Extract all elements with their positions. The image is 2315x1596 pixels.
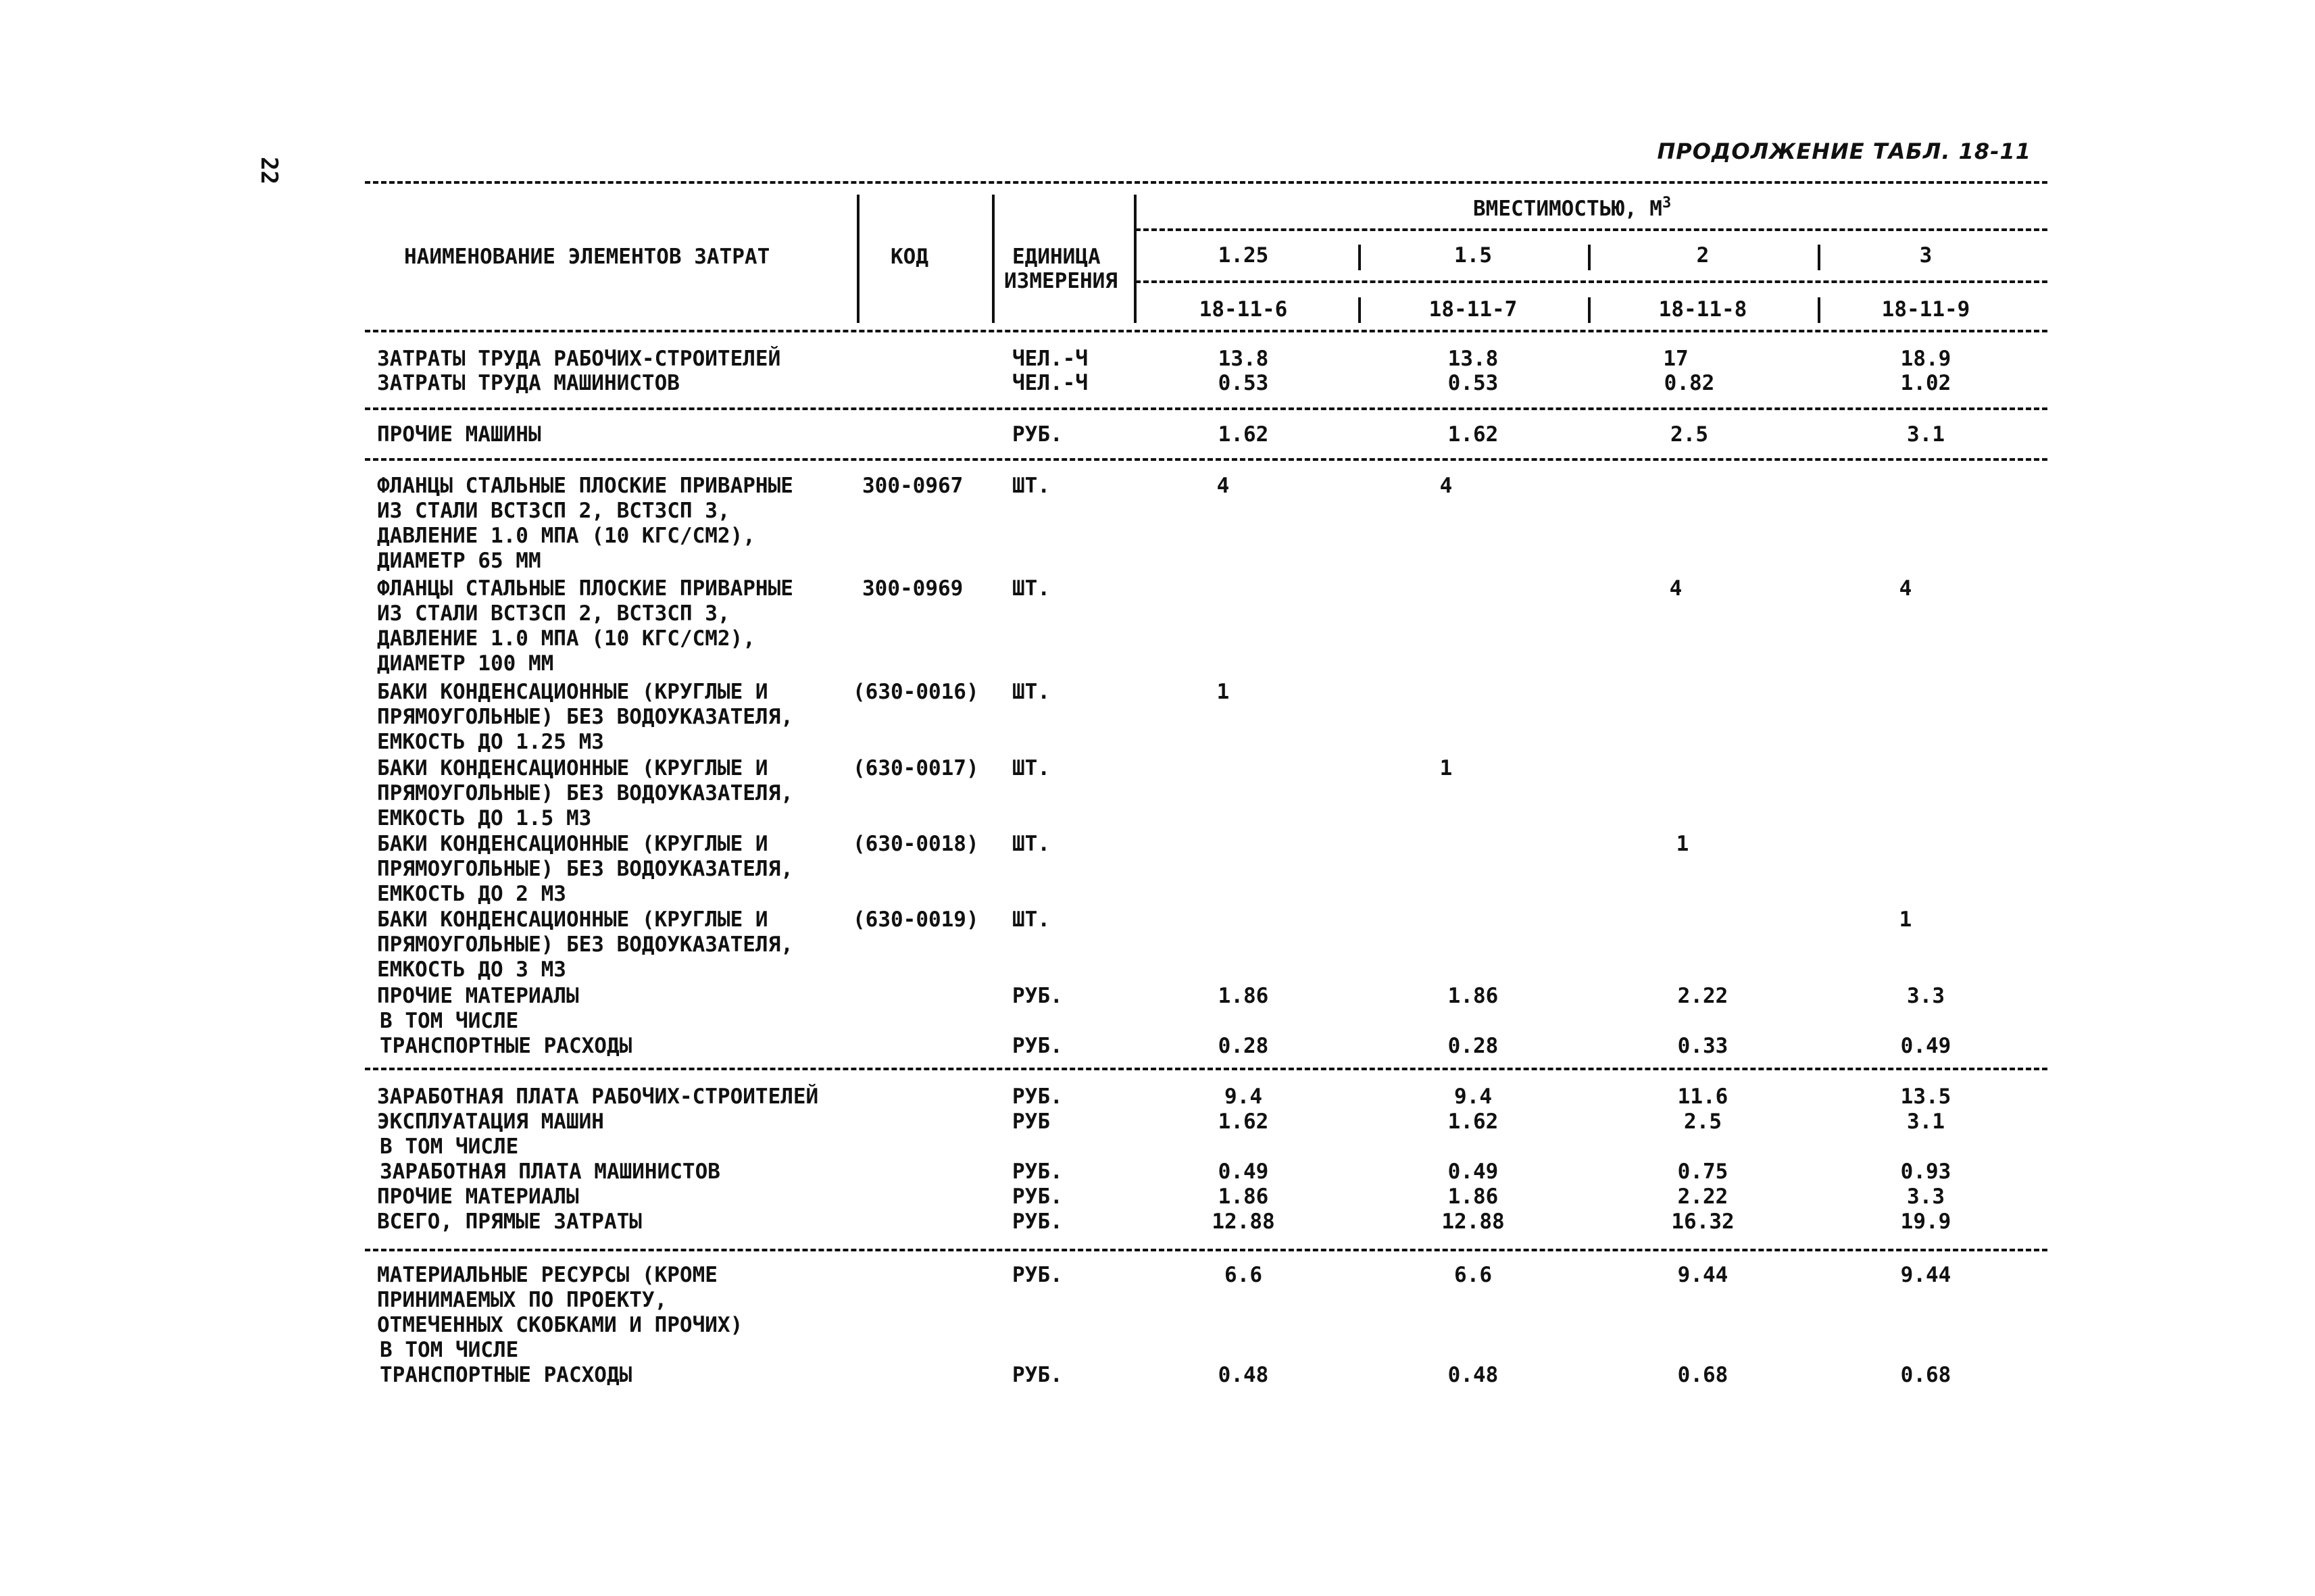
row-unit: ШТ.	[1012, 576, 1050, 601]
row-code: 300-0967	[862, 474, 964, 498]
row-unit: ШТ.	[1012, 680, 1050, 704]
header-capacity-4: 3	[1919, 243, 1933, 268]
row-value: 1	[1899, 907, 1912, 932]
row-value: 6.6	[1454, 1263, 1492, 1287]
row-value: 0.48	[1218, 1363, 1269, 1387]
row-value: 1	[1676, 832, 1689, 856]
row-value: 3.1	[1907, 1109, 1945, 1134]
capacity-sup: 3	[1662, 195, 1672, 211]
row-value: 0.75	[1677, 1159, 1728, 1184]
row-name: ПРОЧИЕ МАТЕРИАЛЫ	[377, 1184, 579, 1209]
row-name-line: МАТЕРИАЛЬНЫЕ РЕСУРСЫ (КРОМЕ	[377, 1263, 718, 1287]
row-name-line: ПРЯМОУГОЛЬНЫЕ) БЕЗ ВОДОУКАЗАТЕЛЯ,	[377, 781, 793, 805]
row-value: 1.86	[1447, 1184, 1499, 1209]
row-value: 1.02	[1900, 371, 1951, 395]
row-name-line: ДИАМЕТР 65 ММ	[377, 549, 541, 573]
row-value: 9.44	[1900, 1263, 1951, 1287]
header-divider	[1818, 297, 1820, 323]
row-name-line: ТРАНСПОРТНЫЕ РАСХОДЫ	[380, 1363, 632, 1387]
row-value: 1.62	[1218, 422, 1269, 447]
header-divider	[1358, 297, 1361, 323]
row-unit: ШТ.	[1012, 832, 1050, 856]
row-value: 1.86	[1447, 984, 1499, 1008]
row-unit: РУБ.	[1012, 1263, 1063, 1287]
row-name-line: ФЛАНЦЫ СТАЛЬНЫЕ ПЛОСКИЕ ПРИВАРНЫЕ	[377, 576, 793, 601]
row-value: 4	[1669, 576, 1683, 601]
rule-top	[365, 181, 2047, 184]
row-value: 9.44	[1677, 1263, 1728, 1287]
row-value: 4	[1899, 576, 1912, 601]
row-name: ЗАРАБОТНАЯ ПЛАТА МАШИНИСТОВ	[380, 1159, 720, 1184]
row-name: ЗАТРАТЫ ТРУДА МАШИНИСТОВ	[377, 371, 680, 395]
row-name-line: ЕМКОСТЬ ДО 1.5 М3	[377, 806, 592, 830]
row-name: В ТОМ ЧИСЛЕ	[380, 1134, 519, 1159]
row-value: 1	[1216, 680, 1230, 704]
row-code: 300-0969	[862, 576, 964, 601]
row-code: (630-0019)	[853, 907, 979, 932]
row-name-line: ПРИНИМАЕМЫХ ПО ПРОЕКТУ,	[377, 1288, 668, 1312]
row-name: ПРОЧИЕ МАТЕРИАЛЫ	[377, 984, 579, 1008]
rule-header-mid	[1135, 228, 2047, 231]
row-value: 0.68	[1900, 1363, 1951, 1387]
header-capacity-2: 1.5	[1454, 243, 1492, 268]
header-divider	[1358, 245, 1361, 270]
row-value: 1.86	[1218, 984, 1269, 1008]
row-name: ЭКСПЛУАТАЦИЯ МАШИН	[377, 1109, 604, 1134]
row-value: 12.88	[1441, 1210, 1505, 1234]
row-value: 1.62	[1447, 422, 1499, 447]
row-value: 9.4	[1224, 1084, 1262, 1109]
row-value: 13.5	[1900, 1084, 1951, 1109]
header-capacity	[1473, 195, 1671, 221]
row-name-line: ОТМЕЧЕННЫХ СКОБКАМИ И ПРОЧИХ)	[377, 1313, 743, 1337]
row-name-line: ФЛАНЦЫ СТАЛЬНЫЕ ПЛОСКИЕ ПРИВАРНЫЕ	[377, 474, 793, 498]
row-name: ЗАРАБОТНАЯ ПЛАТА РАБОЧИХ-СТРОИТЕЛЕЙ	[377, 1084, 819, 1109]
header-code-col-1: 18-11-6	[1199, 297, 1288, 322]
row-unit: РУБ.	[1012, 1210, 1063, 1234]
row-value: 0.33	[1677, 1034, 1728, 1058]
row-name-line: ЕМКОСТЬ ДО 2 М3	[377, 882, 566, 906]
row-value: 2.22	[1677, 1184, 1728, 1209]
row-value: 0.53	[1218, 371, 1269, 395]
row-unit: РУБ.	[1012, 1034, 1063, 1058]
row-value: 0.49	[1447, 1159, 1499, 1184]
row-unit: РУБ.	[1012, 1084, 1063, 1109]
row-code: (630-0018)	[853, 832, 979, 856]
row-name-line: ЕМКОСТЬ ДО 1.25 М3	[377, 730, 604, 754]
row-value: 2.5	[1684, 1109, 1722, 1134]
header-divider	[1134, 195, 1137, 323]
row-name-line: ДИАМЕТР 100 ММ	[377, 651, 554, 676]
row-value: 1	[1439, 756, 1453, 780]
row-name-line: ИЗ СТАЛИ ВСТЗСП 2, ВСТЗСП 3,	[377, 601, 730, 626]
header-code-col-3: 18-11-8	[1658, 297, 1747, 322]
header-code: КОД	[891, 245, 928, 269]
row-value: 16.32	[1671, 1210, 1735, 1234]
row-name: ВСЕГО, ПРЯМЫЕ ЗАТРАТЫ	[377, 1210, 642, 1234]
row-value: 0.49	[1900, 1034, 1951, 1058]
row-value: 0.48	[1447, 1363, 1499, 1387]
rule-section	[365, 1249, 2047, 1251]
row-value: 0.28	[1218, 1034, 1269, 1058]
row-value: 0.82	[1664, 371, 1715, 395]
row-name: ЗАТРАТЫ ТРУДА РАБОЧИХ-СТРОИТЕЛЕЙ	[377, 347, 781, 371]
header-capacity-3: 2	[1696, 243, 1710, 268]
header-unit-line1: ЕДИНИЦА	[1012, 245, 1101, 269]
row-name-line: ПРЯМОУГОЛЬНЫЕ) БЕЗ ВОДОУКАЗАТЕЛЯ,	[377, 705, 793, 729]
row-value: 1.86	[1218, 1184, 1269, 1209]
rule-section	[365, 458, 2047, 461]
header-unit-line2: ИЗМЕРЕНИЯ	[1004, 269, 1118, 293]
row-name-line: БАКИ КОНДЕНСАЦИОННЫЕ (КРУГЛЫЕ И	[377, 832, 768, 856]
row-name: ПРОЧИЕ МАШИНЫ	[377, 422, 541, 447]
row-value: 0.53	[1447, 371, 1499, 395]
row-name-line: ИЗ СТАЛИ ВСТЗСП 2, ВСТЗСП 3,	[377, 499, 730, 523]
row-value: 0.93	[1900, 1159, 1951, 1184]
row-name: ТРАНСПОРТНЫЕ РАСХОДЫ	[380, 1034, 632, 1058]
row-value: 4	[1439, 474, 1453, 498]
row-name-line: БАКИ КОНДЕНСАЦИОННЫЕ (КРУГЛЫЕ И	[377, 907, 768, 932]
row-value: 3.3	[1907, 984, 1945, 1008]
rule-header-bottom	[365, 330, 2047, 332]
row-unit: РУБ.	[1012, 1363, 1063, 1387]
capacity-label: ВМЕСТИМОСТЬЮ, М	[1473, 197, 1662, 221]
row-unit: РУБ.	[1012, 1159, 1063, 1184]
row-code: (630-0016)	[853, 680, 979, 704]
table-caption: ПРОДОЛЖЕНИЕ ТАБЛ. 18-11	[1657, 139, 2031, 164]
header-divider	[857, 195, 860, 323]
row-value: 1.62	[1218, 1109, 1269, 1134]
row-value: 0.49	[1218, 1159, 1269, 1184]
row-value: 12.88	[1212, 1210, 1275, 1234]
row-name-line: ДАВЛЕНИЕ 1.0 МПА (10 КГС/СМ2),	[377, 524, 755, 548]
row-unit: ЧЕЛ.-Ч	[1012, 371, 1088, 395]
row-value: 0.28	[1447, 1034, 1499, 1058]
header-divider	[1588, 297, 1591, 323]
row-unit: РУБ	[1012, 1109, 1050, 1134]
row-name-line: В ТОМ ЧИСЛЕ	[380, 1338, 519, 1362]
row-unit: ШТ.	[1012, 756, 1050, 780]
header-name: НАИМЕНОВАНИЕ ЭЛЕМЕНТОВ ЗАТРАТ	[404, 245, 770, 269]
row-code: (630-0017)	[853, 756, 979, 780]
row-name-line: ПРЯМОУГОЛЬНЫЕ) БЕЗ ВОДОУКАЗАТЕЛЯ,	[377, 932, 793, 957]
row-unit: ШТ.	[1012, 907, 1050, 932]
header-code-col-4: 18-11-9	[1881, 297, 1970, 322]
row-name-line: ПРЯМОУГОЛЬНЫЕ) БЕЗ ВОДОУКАЗАТЕЛЯ,	[377, 857, 793, 881]
row-name-line: БАКИ КОНДЕНСАЦИОННЫЕ (КРУГЛЫЕ И	[377, 756, 768, 780]
row-value: 9.4	[1454, 1084, 1492, 1109]
row-value: 2.22	[1677, 984, 1728, 1008]
rule-header-mid2	[1135, 280, 2047, 283]
header-capacity-1: 1.25	[1218, 243, 1269, 268]
row-value: 6.6	[1224, 1263, 1262, 1287]
row-unit: ЧЕЛ.-Ч	[1012, 347, 1088, 371]
row-value: 3.1	[1907, 422, 1945, 447]
row-value: 19.9	[1900, 1210, 1951, 1234]
row-unit: РУБ.	[1012, 984, 1063, 1008]
row-value: 1.62	[1447, 1109, 1499, 1134]
row-name-line: ЕМКОСТЬ ДО 3 М3	[377, 957, 566, 982]
row-value: 18.9	[1900, 347, 1951, 371]
rule-section	[365, 1068, 2047, 1070]
header-divider	[992, 195, 995, 323]
row-unit: РУБ.	[1012, 422, 1063, 447]
row-value: 2.5	[1670, 422, 1708, 447]
row-name: В ТОМ ЧИСЛЕ	[380, 1009, 519, 1033]
rule-section	[365, 407, 2047, 410]
row-value: 11.6	[1677, 1084, 1728, 1109]
row-value: 17	[1663, 347, 1689, 371]
page-number: 22	[255, 157, 282, 184]
row-value: 0.68	[1677, 1363, 1728, 1387]
row-value: 13.8	[1447, 347, 1499, 371]
row-unit: ШТ.	[1012, 474, 1050, 498]
row-value: 13.8	[1218, 347, 1269, 371]
row-name-line: ДАВЛЕНИЕ 1.0 МПА (10 КГС/СМ2),	[377, 626, 755, 651]
header-divider	[1818, 245, 1820, 270]
row-name-line: БАКИ КОНДЕНСАЦИОННЫЕ (КРУГЛЫЕ И	[377, 680, 768, 704]
row-unit: РУБ.	[1012, 1184, 1063, 1209]
row-value: 4	[1216, 474, 1230, 498]
row-value: 3.3	[1907, 1184, 1945, 1209]
header-divider	[1588, 245, 1591, 270]
header-code-col-2: 18-11-7	[1428, 297, 1518, 322]
